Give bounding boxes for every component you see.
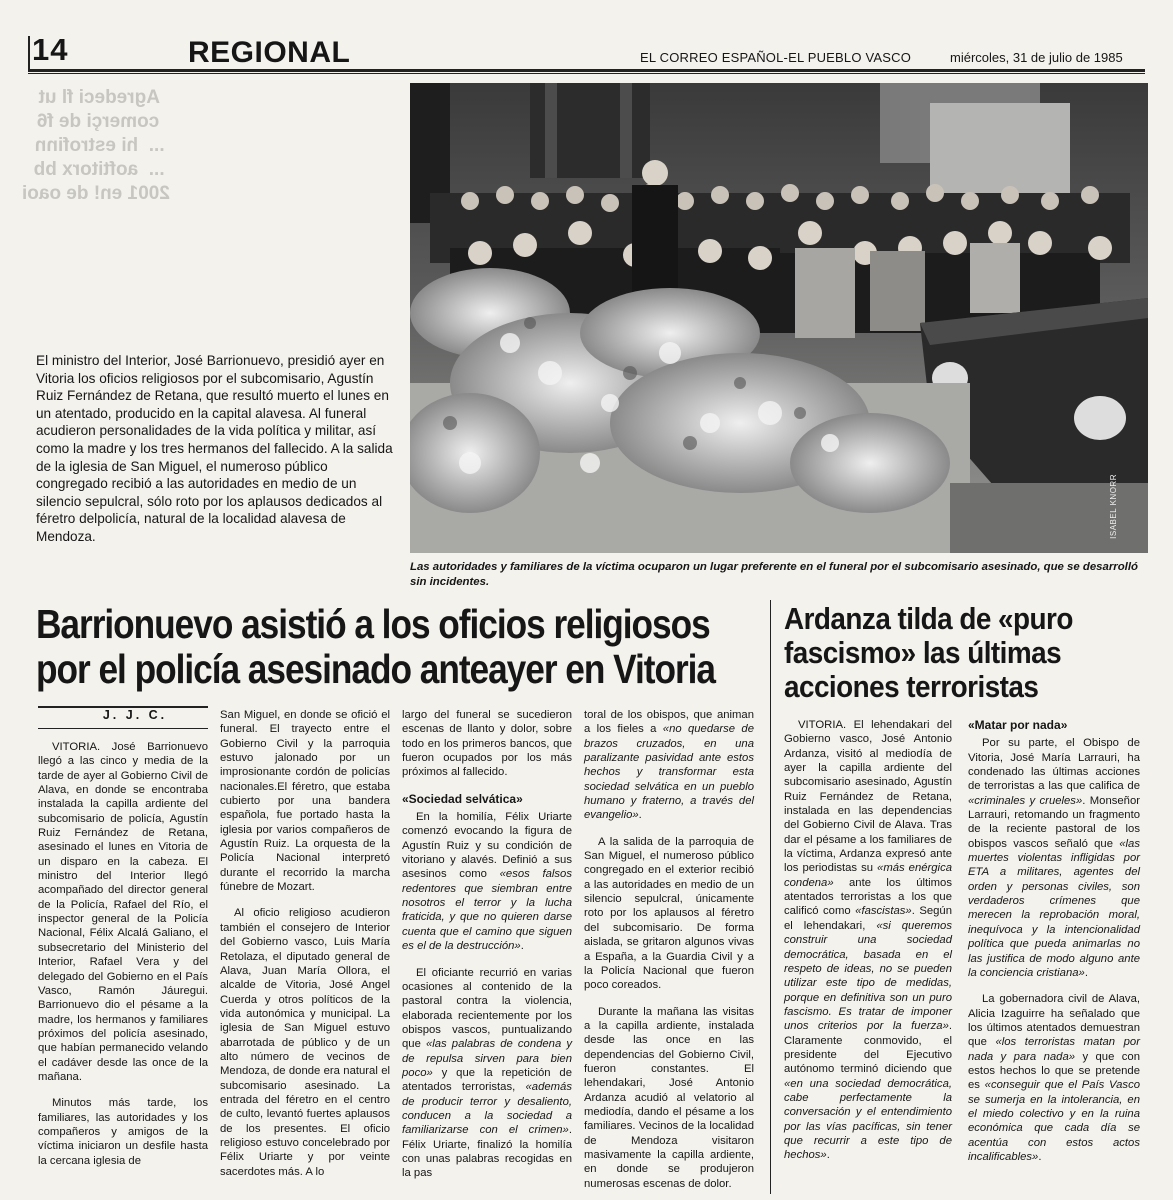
paragraph: toral de los obispos, que animan a los fieles a «no quedarse de brazos cruzados, en una paralizante pasividad ante estos hechos y transformar esta sociedad selvática en un pueblo humano y fraterno, a través del evangelio». [584, 709, 754, 822]
main-headline [36, 601, 716, 692]
article-column-3 [402, 708, 572, 1181]
paragraph: La gobernadora civil de Alava, Alicia Izaguirre ha señalado que los últimos atentados demuestran que «los terroristas matan por nada y para nada» y que con estos hechos lo que se pretende es «conseguir que el País Vasco se sumerja en la intolerancia, en el miedo colectivo y en la ruina económica que cada día se acentúa con estos actos incalificables». [968, 993, 1141, 1163]
section-title: REGIONAL [188, 36, 351, 69]
side-headline [784, 602, 1108, 704]
paragraph: Minutos más tarde, los familiares, las autoridades y los compañeros y amigos de la víctima iniciaron un desfile hasta la cercana iglesia de [38, 1097, 208, 1167]
paragraph: A la salida de la parroquia de San Miguel, el numeroso público congregado en el exterior recibió a las autoridades en medio de un silencio sepulcral, únicamente roto por los aplausos al féretro del subcomisario. De forma aislada, se gritaron algunos vivas a España, a la Guardia Civil y a la Policía Nacional que fueron poco coreados. [584, 835, 754, 992]
byline: J. J. C. [102, 708, 168, 722]
page-number: 14 [32, 32, 69, 67]
article-column-2 [220, 708, 390, 1179]
bleed-through-texture: Agredeci fl ut comerçi de f6 ... hi estrofinn ... aoftitorx bb 2001 en! de oaoi [22, 87, 170, 204]
issue-date: miércoles, 31 de julio de 1985 [950, 50, 1123, 65]
paragraph: Al oficio religioso acudieron también el consejero de Interior del Gobierno vasco, Luis María Retolaza, el diputado general de Alava, Juan María Ollora, el alcalde de Vitoria, José Angel Cuerda y otros políticos de la vida autonómica y municipal. La iglesia de San Miguel estuvo abarrotada de público y de un alto número de vecinos de Mendoza, de donde era natural el subcomisario asesinado. La entrada del féretro en el centro de culto, levantó fuertes aplausos de los presentes. El oficio religioso estuvo concelebrado por Félix Uriarte y por veinte sacerdotes más. A lo [220, 907, 390, 1178]
paragraph: El oficiante recurrió en varias ocasiones al contenido de la pastoral contra la violencia, elaborada recientemente por los obispos vascos, puntualizando que «las palabras de condena y de repulsa sirven para bien poco» y que la repetición de atentados terroristas, «además de producir terror y desaliento, conducen a la sociedad a familiarizarse con el crimen». Félix Uriarte, finalizó la homilía con unas palabras recogidas en la pas [402, 966, 572, 1180]
article-column-4 [584, 708, 754, 1191]
paragraph: largo del funeral se sucedieron escenas de llanto y dolor, sobre todo en los primeros bancos, que fueron ocupados por los más próximos al fallecido. [402, 709, 572, 779]
paragraph: Por su parte, el Obispo de Vitoria, José María Larrauri, ha condenado las últimas acciones de terroristas a las que califica de «criminales y crueles». Monseñor Larrauri, retomando un fragmento de la reciente pastoral de los obispos vascos señaló que «las muertes violentas infligidas por ETA a militares, agentes del orden y personas civiles, son verdaderos crímenes que merecen la reprobación moral, inequívoca y la intencionalidad política que pueda animarlas no las justifica de modo alguno ante la conciencia cristiana». [968, 737, 1141, 979]
byline-rule-bottom [38, 728, 208, 729]
photo-caption: Las autoridades y familiares de la víctima ocuparon un lugar preferente en el funeral por el subcomisario asesinado, que se desarrolló sin incidentes. [410, 561, 1138, 588]
lead-paragraph: El ministro del Interior, José Barrionuevo, presidió ayer en Vitoria los oficios religiosos por el subcomisario, Agustín Ruiz Fernández de Retana, que resultó muerto el lunes en un atentado, producido en la capital alavesa. Al funeral acudieron personalidades de la vida política y militar, así como la madre y los tres hermanos del fallecido. A la salida de la iglesia de San Miguel, el numeroso público congregado recibió a las autoridades en medio de un silencio sepulcral, sólo roto por los aplausos dedicados al féretro delpolicía, natural de la localidad alavesa de Mendoza. [36, 353, 393, 544]
side-headline-line1: Ardanza tilda de «puro [784, 601, 1073, 636]
paragraph: Durante la mañana las visitas a la capilla ardiente, instalada desde las once en las dependencias del Gobierno Civil, fueron constantes. El lehendakari, José Antonio Ardanza acudió al velatorio al mediodía, dando el pésame a los familiares. Vecinos de la localidad de Mendoza visitaron masivamente la capilla ardiente, en donde se produjeron numerosas escenas de dolor. [584, 1005, 754, 1190]
main-headline-line1: Barrionuevo asistió a los oficios religiosos [36, 601, 710, 647]
paragraph: VITORIA. El lehendakari del Gobierno vasco, José Antonio Ardanza, visitó al mediodía de ayer la capilla ardiente del subcomisario asesinado, Agustín Ruiz Fernández de Retana, instalada en las dependencias del Gobierno Civil de Alava. Tras dar el pésame a los familiares de la víctima, Ardanza expresó ante los periodistas su «más enérgica condena» ante los últimos atentados terroristas a los que calificó como «fascistas». Según el lehendakari, «si queremos construir una sociedad democrática, basada en el respeto de ideas, no se pueden utilizar este tipo de medidas, porque en definitiva son un puro fascismo. Es tratar de imponer unos criterios por la fuerza». Claramente conmovido, el presidente del Ejecutivo autónomo terminó diciendo que «en una sociedad democrática, cabe perfectamente la conversación y el entendimiento por las vías pacíficas, sin tener que recurrir a este tipo de hechos». [784, 719, 952, 1162]
header-rule [28, 69, 1145, 72]
column-divider [770, 600, 771, 1194]
side-headline-line3: acciones terroristas [784, 669, 1039, 704]
paragraph: En la homilía, Félix Uriarte comenzó evocando la figura de Agustín Ruiz y su condición de vitoriano y alavés. Definió a sus asesinos como «esos falsos redentores que siembran entre nosotros el terror y la lucha fraticida, y que no quieren darse cuenta que el camino que siguen es el de la destrucción». [402, 811, 572, 953]
paragraph: VITORIA. José Barrionuevo llegó a las cinco y media de la tarde de ayer al Gobierno Civil de Alava, en donde se encontraba instalada la capilla ardiente del subcomisario de policía, Agustín Ruiz Fernández de Retana, asesinado el lunes en Vitoria de un disparo en la cabeza. El ministro del Interior llegó acompañado del director general de la Policía, Rafael del Río, el inspector general de la Policía Nacional, Félix Alcalá Galiano, el subsecretario del Ministerio del Interior, Rafael Vera y del delegado del Gobierno en el País Vasco, Ramón Jáuregui. Barrionuevo dio el pésame a la madre, los hermanos y familiares próximos del policía asesinado, que habían permanecido velando el cadáver desde las once de la mañana. [38, 741, 208, 1083]
funeral-photo [410, 83, 1148, 553]
main-headline-line2: por el policía asesinado anteayer en Vitoria [36, 646, 716, 692]
subheading: «Sociedad selvática» [402, 791, 523, 806]
paragraph: San Miguel, en donde se ofició el funeral. El trayecto entre el Gobierno Civil y la parroquia estuvo jalonado por un improsionante cordón de policías nacionales.El féretro, que estaba cubierto por una bandera española, fue portado hasta la iglesia por varios compañeros de Agustín Ruiz. La orquesta de la Policía Nacional interpretó durante el recorrido la marcha fúnebre de Mozart. [220, 709, 390, 894]
side-headline-line2: fascismo» las últimas [784, 635, 1062, 670]
side-column-2 [968, 718, 1140, 1164]
side-column-1 [784, 718, 952, 1163]
page-number-box-left [28, 36, 30, 70]
funeral-photo-illustration [410, 83, 1148, 553]
newspaper-name: EL CORREO ESPAÑOL-EL PUEBLO VASCO [640, 50, 912, 65]
subheading: «Matar por nada» [968, 718, 1068, 732]
article-column-1 [38, 740, 208, 1168]
page-number-box-top [28, 36, 30, 38]
header-rule-thin [28, 73, 1145, 74]
photo-credit: ISABEL KNORR [1109, 474, 1118, 539]
